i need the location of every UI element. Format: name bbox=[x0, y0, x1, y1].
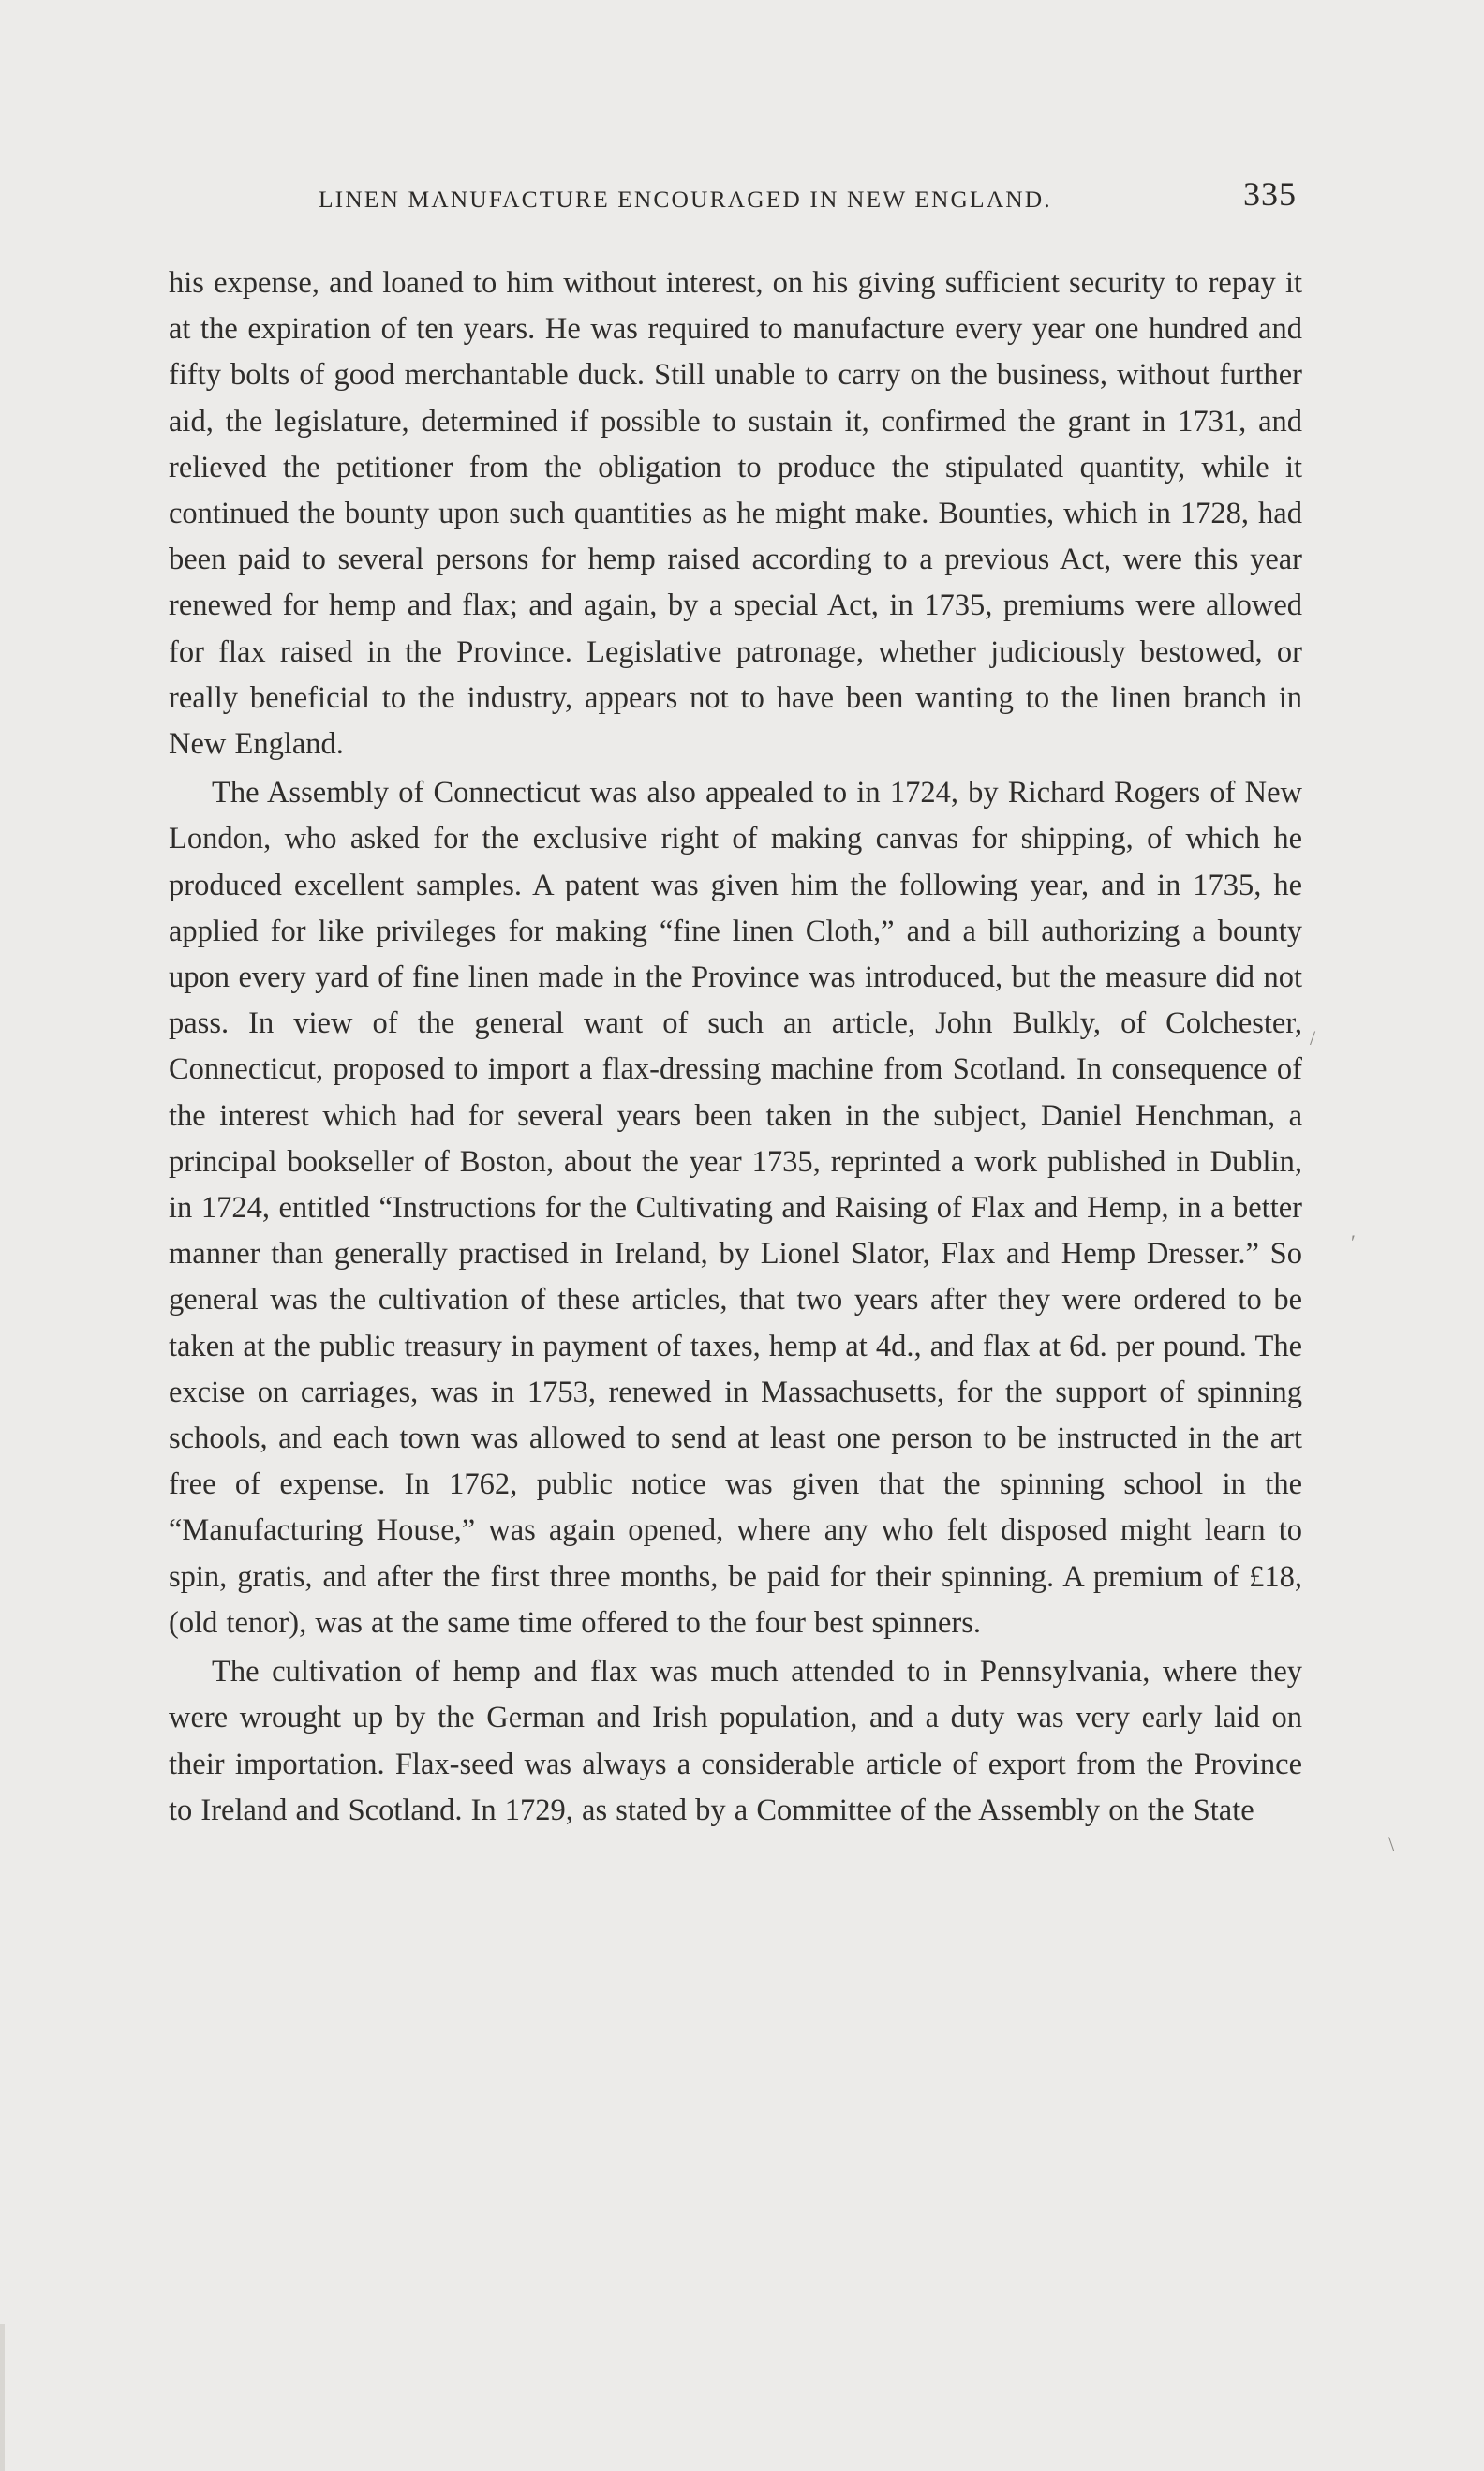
page-number: 335 bbox=[1243, 175, 1297, 213]
paragraph-2: The Assembly of Connecticut was also appealed to in 1724, by Richard Rogers of New London, who asked for the exclusive right of making canvas for shipping, of which he produced excellent samples. A patent was given him the following year, and in 1735, he applied for like privileges for making “fine linen Cloth,” and a bill authorizing a bounty upon every yard of fine linen made in the Province was introduced, but the measure did not pass. In view of the general want of such an article, John Bulkly, of Colchester, Connecticut, proposed to import a flax-dressing machine from Scotland. In consequence of the interest which had for several years been taken in the subject, Daniel Henchman, a principal bookseller of Boston, about the year 1735, reprinted a work published in Dublin, in 1724, entitled “Instructions for the Cultivating and Raising of Flax and Hemp, in a better manner than generally practised in Ireland, by Lionel Slator, Flax and Hemp Dresser.” So general was the cultivation of these articles, that two years after they were ordered to be taken at the public treasury in payment of taxes, hemp at 4d., and flax at 6d. per pound. The excise on carriages, was in 1753, renewed in Massachusetts, for the support of spinning schools, and each town was allowed to send at least one person to be instructed in the art free of expense. In 1762, public notice was given that the spinning school in the “Manufacturing House,” was again opened, where any who felt disposed might learn to spin, gratis, and after the first three months, be paid for their spinning. A premium of £18, (old tenor), was at the same time offered to the four best spinners. bbox=[169, 776, 1302, 1640]
page-edge bbox=[0, 2324, 5, 2471]
page-header bbox=[169, 174, 1302, 221]
body-text bbox=[169, 260, 1302, 1834]
paragraph-3: The cultivation of hemp and flax was much attended to in Pennsylvania, where they were wrought up by the German and Irish population, and a duty was very early laid on their importation. Flax-seed was always a considerable article of export from the Province to Ireland and Scotland. In 1729, as stated by a Committee of the Assembly on the State bbox=[169, 1655, 1302, 1827]
margin-mark: / bbox=[1310, 1026, 1316, 1049]
paragraph-1: his expense, and loaned to him without interest, on his giving sufficient security to repay it at the expiration of ten years. He was required to manufacture every year one hundred and fifty bolts of good merchantable duck. Still unable to carry on the business, without further aid, the legislature, determined if possible to sustain it, confirmed the grant in 1731, and relieved the petitioner from the obligation to produce the stipulated quantity, while it continued the bounty upon such quantities as he might make. Bounties, which in 1728, had been paid to several persons for hemp raised according to a previous Act, were this year renewed for hemp and flax; and again, by a special Act, in 1735, premiums were allowed for flax raised in the Province. Legislative patronage, whether judiciously bestowed, or really beneficial to the industry, appears not to have been wanting to the linen branch in New England. bbox=[169, 266, 1302, 762]
margin-mark: ′ bbox=[1351, 1230, 1356, 1254]
running-title: LINEN MANUFACTURE ENCOURAGED IN NEW ENGLAND. bbox=[319, 186, 1052, 213]
margin-mark: \ bbox=[1388, 1832, 1395, 1855]
